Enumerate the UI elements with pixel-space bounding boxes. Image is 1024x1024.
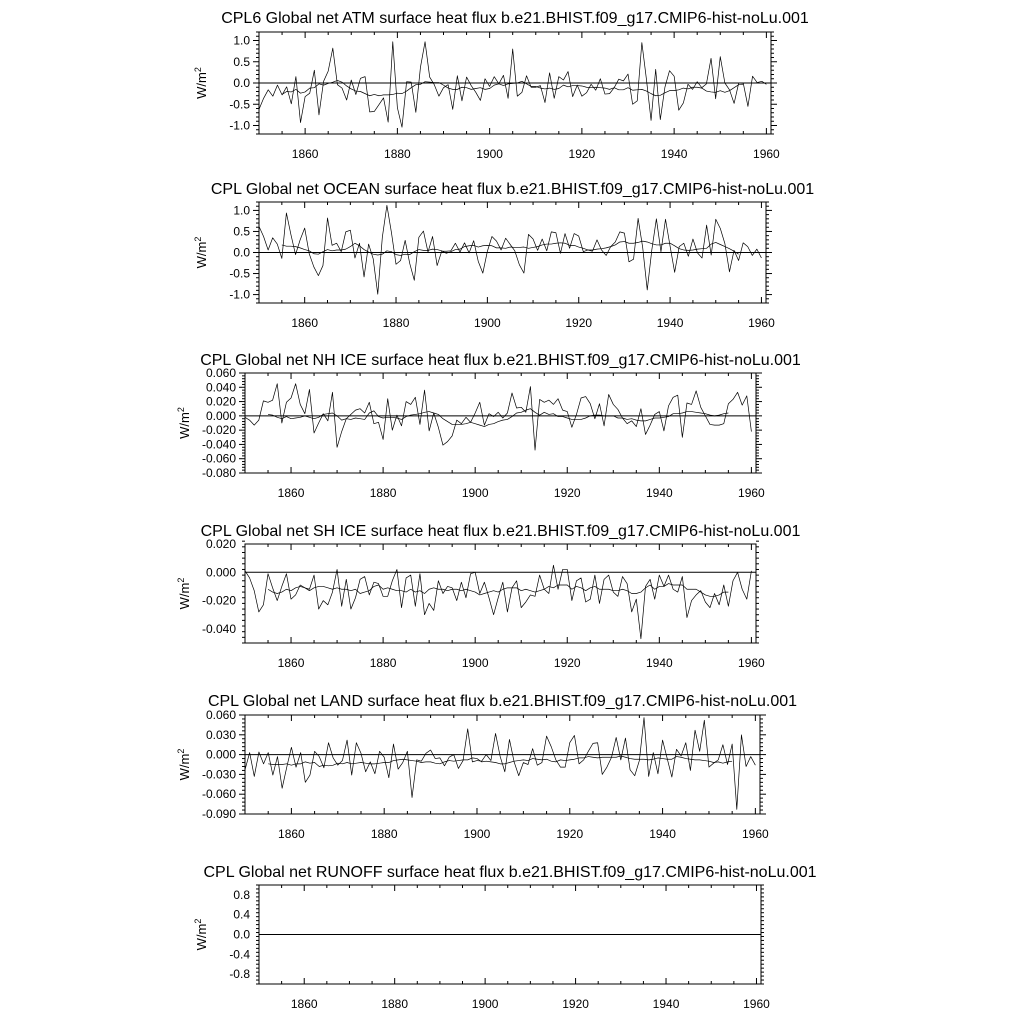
y-tick-label: 0.8	[233, 887, 250, 902]
x-tick-label: 1940	[660, 147, 688, 161]
y-tick-label: -0.8	[229, 967, 250, 982]
y-axis-label	[176, 749, 192, 781]
x-tick-label: 1940	[645, 486, 673, 500]
chart-title: CPL Global net RUNOFF surface heat flux b.e21.BHIST.f09_g17.CMIP6-hist-noLu.001	[203, 864, 817, 881]
chart-panel-4	[176, 523, 800, 670]
x-tick-label: 1920	[568, 147, 596, 161]
y-axis-label-unit: W/m	[194, 241, 209, 269]
x-tick-label: 1920	[553, 656, 581, 670]
y-axis-label	[176, 407, 192, 439]
series-line-running-mean	[268, 584, 728, 597]
y-axis-label-exponent: 2	[193, 918, 203, 924]
x-tick-label: 1900	[476, 147, 503, 161]
x-tick-label: 1900	[461, 486, 489, 500]
x-tick-label: 1880	[382, 316, 410, 330]
y-tick-label: -0.030	[201, 767, 236, 782]
chart-panel-6	[193, 864, 817, 1011]
y-tick-label: 0.4	[233, 907, 250, 922]
y-tick-label: 1.0	[233, 203, 250, 218]
y-tick-label: -0.090	[201, 807, 236, 821]
x-tick-label: 1940	[645, 656, 673, 670]
y-tick-label: -0.060	[201, 451, 236, 466]
chart-panel-1	[193, 10, 809, 161]
y-tick-label: -0.040	[201, 437, 236, 452]
x-tick-label: 1960	[738, 656, 765, 670]
plot-frame	[245, 373, 756, 473]
y-tick-label: 0.030	[205, 727, 236, 742]
y-axis-label-exponent: 2	[193, 67, 203, 73]
x-tick-label: 1860	[291, 316, 319, 330]
x-tick-label: 1960	[753, 147, 780, 161]
x-tick-label: 1900	[461, 656, 489, 670]
y-tick-label: -0.5	[229, 97, 250, 112]
y-axis-label	[193, 919, 209, 951]
y-axis-label-unit: W/m	[194, 923, 209, 951]
y-tick-label: 0.060	[205, 366, 236, 380]
x-tick-label: 1880	[381, 997, 409, 1011]
y-axis-label-exponent: 2	[176, 748, 186, 754]
series-line-annual	[259, 42, 766, 127]
series-line-annual	[245, 565, 751, 639]
chart-title: CPL6 Global net ATM surface heat flux b.e21.BHIST.f09_g17.CMIP6-hist-noLu.001	[221, 10, 809, 27]
x-tick-label: 1860	[290, 997, 318, 1011]
y-tick-label: 0.0	[233, 927, 250, 942]
x-tick-label: 1880	[369, 656, 397, 670]
x-tick-label: 1860	[277, 486, 305, 500]
y-tick-label: 0.0	[233, 245, 250, 260]
x-tick-label: 1880	[370, 827, 398, 841]
x-tick-label: 1920	[556, 827, 584, 841]
x-tick-label: 1940	[656, 316, 684, 330]
x-tick-label: 1860	[291, 147, 319, 161]
chart-panel-2	[193, 181, 814, 330]
x-tick-label: 1880	[384, 147, 411, 161]
y-tick-label: -0.040	[201, 621, 236, 636]
y-axis-label-unit: W/m	[177, 582, 192, 610]
x-tick-label: 1960	[748, 316, 775, 330]
plot-frame	[245, 544, 756, 643]
x-tick-label: 1860	[278, 827, 305, 841]
x-tick-label: 1860	[277, 656, 305, 670]
y-tick-label: 0.040	[205, 380, 236, 395]
x-tick-label: 1920	[565, 316, 593, 330]
x-tick-label: 1920	[562, 997, 589, 1011]
y-tick-label: 0.5	[233, 54, 250, 69]
series-line-annual	[259, 205, 761, 294]
y-tick-label: -0.5	[229, 266, 250, 281]
y-axis-label-exponent: 2	[176, 577, 186, 583]
y-tick-label: -1.0	[229, 118, 250, 133]
y-tick-label: -0.080	[201, 466, 236, 480]
series-line-running-mean	[282, 241, 739, 255]
chart-title: CPL Global net SH ICE surface heat flux b.e21.BHIST.f09_g17.CMIP6-hist-noLu.001	[200, 523, 801, 540]
chart-title: CPL Global net OCEAN surface heat flux b.e21.BHIST.f09_g17.CMIP6-hist-noLu.001	[210, 181, 815, 198]
y-tick-label: 0.0	[233, 76, 250, 90]
y-tick-label: 1.0	[233, 33, 250, 48]
y-axis-label-unit: W/m	[194, 72, 209, 99]
x-tick-label: 1900	[474, 316, 501, 330]
x-tick-label: 1960	[742, 827, 769, 841]
x-tick-label: 1960	[738, 486, 765, 500]
y-tick-label: -0.020	[201, 423, 236, 438]
y-tick-label: 0.000	[205, 565, 236, 580]
y-axis-label-exponent: 2	[176, 407, 186, 413]
x-tick-label: 1960	[743, 997, 770, 1011]
y-tick-label: 0.060	[205, 708, 236, 722]
y-axis-label-unit: W/m	[177, 753, 192, 781]
x-tick-label: 1880	[369, 486, 397, 500]
y-tick-label: 0.000	[205, 408, 236, 423]
y-axis-label	[193, 237, 209, 269]
y-tick-label: 0.020	[205, 537, 236, 551]
series-line-annual	[245, 384, 751, 450]
x-tick-label: 1900	[471, 997, 499, 1011]
y-axis-label-exponent: 2	[193, 236, 203, 242]
y-axis-label	[176, 578, 192, 610]
y-tick-label: 0.000	[205, 747, 236, 762]
y-tick-label: -0.4	[229, 947, 250, 962]
x-tick-label: 1900	[463, 827, 491, 841]
y-tick-label: 0.020	[205, 394, 236, 409]
y-axis-label-unit: W/m	[177, 412, 192, 439]
x-tick-label: 1940	[652, 997, 680, 1011]
chart-panel-3	[176, 352, 801, 500]
chart-title: CPL Global net NH ICE surface heat flux b.e21.BHIST.f09_g17.CMIP6-hist-noLu.001	[200, 352, 801, 369]
chart-title: CPL Global net LAND surface heat flux b.e21.BHIST.f09_g17.CMIP6-hist-noLu.001	[207, 693, 798, 710]
y-tick-label: 0.5	[233, 224, 250, 239]
y-tick-label: -1.0	[229, 287, 250, 302]
y-tick-label: -0.020	[201, 593, 236, 608]
y-axis-label	[193, 67, 209, 99]
x-tick-label: 1920	[553, 486, 581, 500]
chart-panel-5	[176, 693, 797, 841]
x-tick-label: 1940	[649, 827, 676, 841]
y-tick-label: -0.060	[201, 787, 236, 802]
